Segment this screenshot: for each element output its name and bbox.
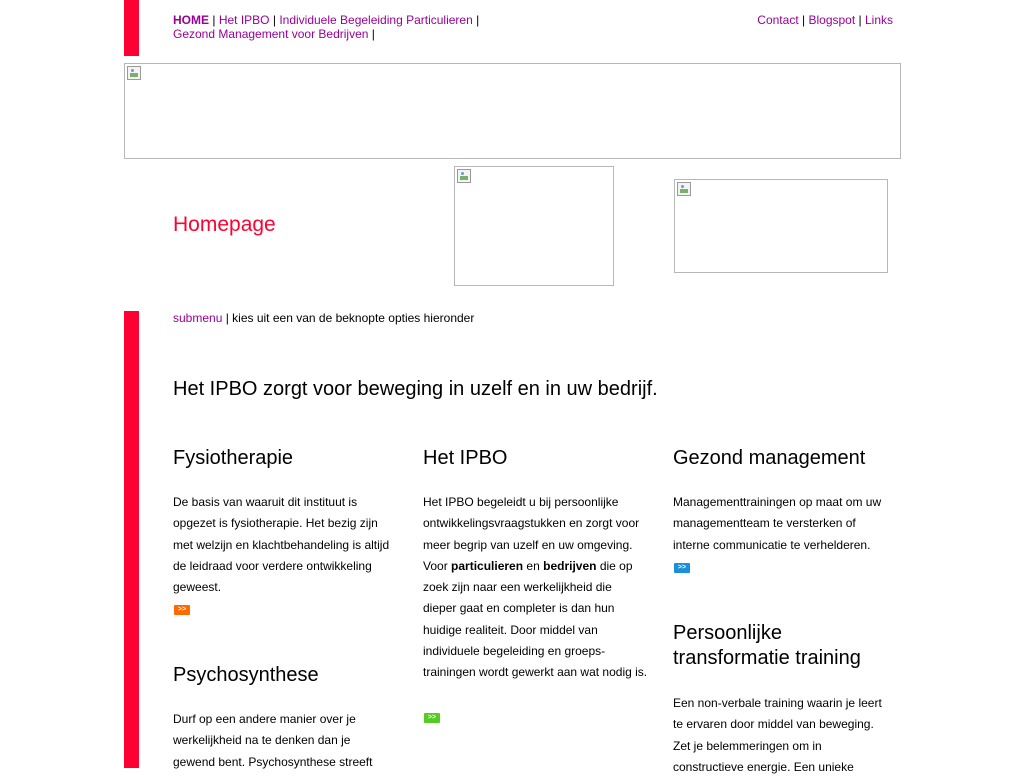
fysiotherapie-text: De basis van waaruit dit instituut is opgezet is fysiotherapie. Het bezig zijn met welzijn en klachtbehandeling is altijd de leidraad voor verdere ontwikkeling geweest. [173, 495, 390, 595]
submenu-text: | kies uit een van de beknopte opties hieronder [225, 311, 475, 325]
nav-separator: | [858, 13, 862, 27]
photo-image [454, 166, 614, 286]
psychosynthese-text: Durf op een andere manier over je werkelijkheid na te denken dan je gewend bent. Psychosynthese streeft [173, 712, 373, 769]
submenu-bar [173, 311, 474, 325]
gezond-management-more-button[interactable]: >> [674, 563, 690, 573]
nav-contact-link[interactable]: Contact [757, 13, 799, 27]
header-banner-image [124, 63, 901, 159]
nav-separator: | [802, 13, 806, 27]
het-ipbo-more-button[interactable]: >> [424, 713, 440, 723]
fysiotherapie-heading: Fysiotherapie [173, 447, 294, 469]
nav-separator: | [272, 13, 276, 27]
gezond-management-heading: Gezond management [673, 447, 866, 469]
nav-separator: | [476, 13, 480, 27]
particulieren-bold: particulieren [451, 558, 524, 573]
nav-individuele-begeleiding-link[interactable]: Individuele Begeleiding Particulieren [279, 13, 473, 27]
main-navigation [173, 13, 513, 41]
red-accent-bar-top [124, 0, 139, 56]
psychosynthese-heading: Psychosynthese [173, 664, 319, 686]
red-accent-bar-main [124, 311, 139, 768]
transformatie-training-text: Een non-verbale training waarin je leert te ervaren door middel van beweging. Zet je belemmeringen om in constructieve energie. Een unieke [673, 696, 882, 774]
nav-separator: | [212, 13, 216, 27]
bedrijven-bold: bedrijven [543, 558, 597, 573]
intro-headline: Het IPBO zorgt voor beweging in uzelf en in uw bedrijf. [173, 378, 658, 400]
page-title: Homepage [173, 213, 276, 236]
broken-image-icon [457, 169, 471, 183]
fysiotherapie-more-button[interactable]: >> [174, 605, 190, 615]
submenu-link[interactable]: submenu [173, 311, 223, 325]
transformatie-training-heading: Persoonlijke transformatie training [673, 622, 861, 669]
broken-image-icon [127, 66, 141, 80]
secondary-navigation [700, 13, 893, 27]
logo-image [674, 179, 888, 273]
nav-home-link[interactable]: HOME [173, 13, 209, 27]
nav-links-link[interactable]: Links [864, 13, 893, 27]
nav-blogspot-link[interactable]: Blogspot [808, 13, 856, 27]
het-ipbo-text-part: en [526, 558, 540, 573]
nav-het-ipbo-link[interactable]: Het IPBO [218, 13, 270, 27]
het-ipbo-heading: Het IPBO [423, 447, 508, 469]
het-ipbo-text-part: Het IPBO begeleidt u bij persoonlijke ontwikkelingsvraagstukken en zorgt voor meer begrip van uzelf en uw omgeving. Voor [423, 495, 640, 573]
nav-gezond-management-link[interactable]: Gezond Management voor Bedrijven [173, 27, 369, 41]
nav-separator: | [371, 27, 375, 41]
het-ipbo-text [423, 492, 648, 684]
gezond-management-text: Managementtrainingen op maat om uw managementteam te versterken of interne communicatie te verhelderen. [673, 495, 882, 552]
het-ipbo-text-part: die op zoek zijn naar een werkelijkheid die dieper gaat en completer is dan hun huidige realiteit. Door middel van individuele begeleiding en groeps-trainingen wordt gewerkt aan wat nodig is. [423, 558, 648, 680]
broken-image-icon [677, 182, 691, 196]
